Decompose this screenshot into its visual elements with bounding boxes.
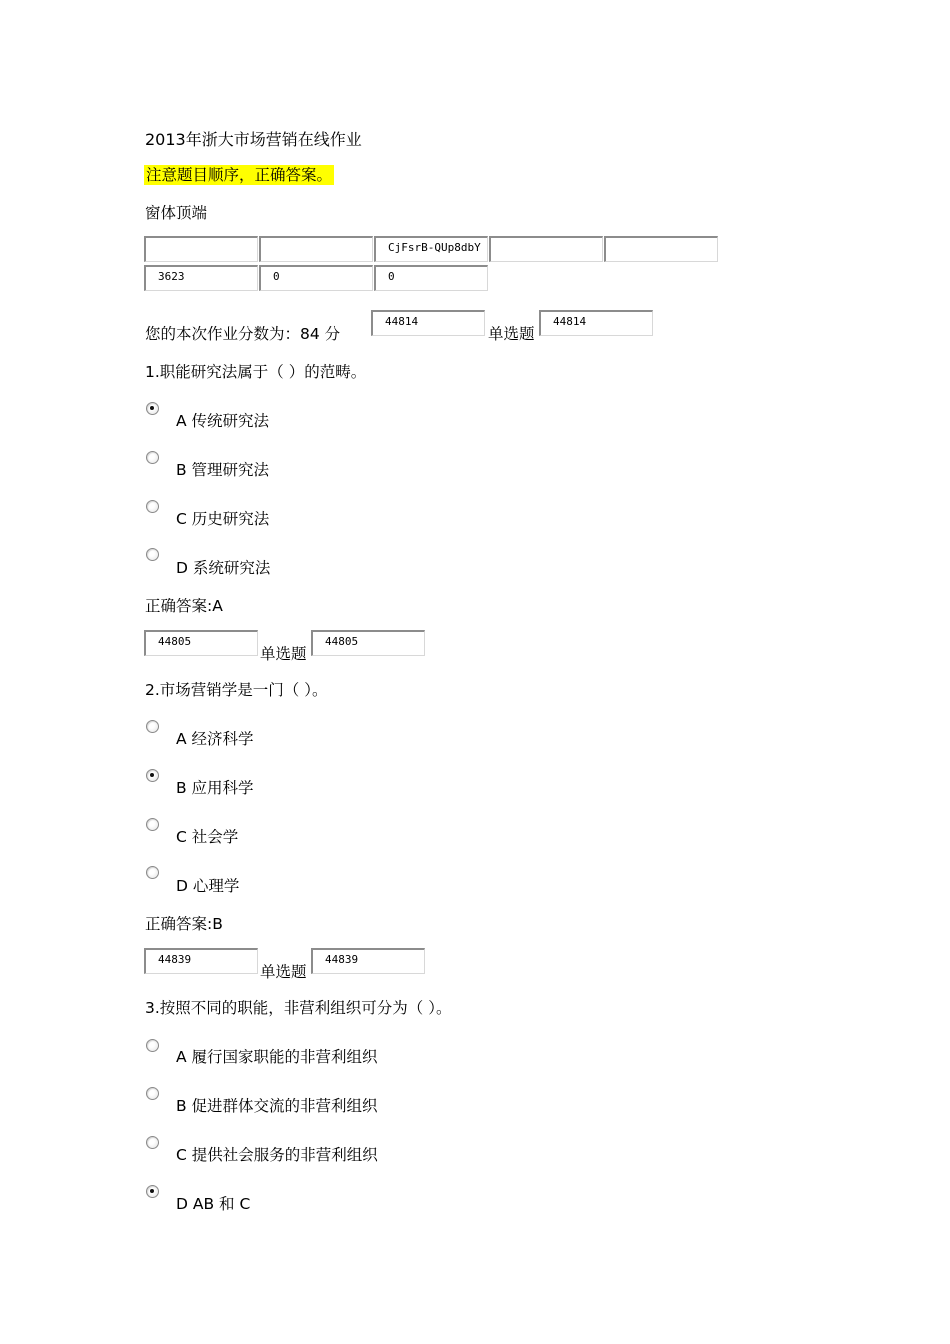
hidden-field[interactable]: CjFsrB-QUp8dbY: [374, 236, 488, 262]
hidden-field[interactable]: [259, 236, 373, 262]
radio-q3-d[interactable]: [146, 1185, 159, 1198]
option-q3-b: B 促进群体交流的非营利组织: [176, 1097, 378, 1115]
radio-q2-b[interactable]: [146, 769, 159, 782]
option-q3-a: A 履行国家职能的非营利组织: [176, 1048, 378, 1066]
option-q1-b: B 管理研究法: [176, 461, 270, 479]
document-title: 2013年浙大市场营销在线作业: [145, 130, 362, 149]
radio-q2-c[interactable]: [146, 818, 159, 831]
score-text: 您的本次作业分数为：84 分: [145, 325, 341, 343]
question-id-field[interactable]: 44805: [144, 630, 258, 656]
radio-q2-a[interactable]: [146, 720, 159, 733]
radio-q1-d[interactable]: [146, 548, 159, 561]
hidden-field[interactable]: 3623: [144, 265, 258, 291]
question-3-text: 3.按照不同的职能，非营利组织可分为（ ）。: [145, 999, 452, 1017]
question-id-field[interactable]: 44805: [311, 630, 425, 656]
option-q1-d: D 系统研究法: [176, 559, 271, 577]
question-type-label: 单选题: [260, 645, 307, 663]
radio-q1-b[interactable]: [146, 451, 159, 464]
radio-q3-c[interactable]: [146, 1136, 159, 1149]
radio-q1-c[interactable]: [146, 500, 159, 513]
notice-highlight: 注意题目顺序，正确答案。: [146, 166, 333, 184]
question-id-field[interactable]: 44814: [539, 310, 653, 336]
question-1-text: 1.职能研究法属于（ ）的范畴。: [145, 363, 367, 381]
hidden-field[interactable]: [144, 236, 258, 262]
hidden-field[interactable]: [604, 236, 718, 262]
question-type-label: 单选题: [488, 325, 535, 343]
question-id-field[interactable]: 44839: [144, 948, 258, 974]
question-type-label: 单选题: [260, 963, 307, 981]
option-q3-c: C 提供社会服务的非营利组织: [176, 1146, 378, 1164]
correct-answer-q2: 正确答案:B: [145, 915, 223, 933]
radio-q1-a[interactable]: [146, 402, 159, 415]
option-q1-a: A 传统研究法: [176, 412, 270, 430]
radio-q3-a[interactable]: [146, 1039, 159, 1052]
option-q2-a: A 经济科学: [176, 730, 254, 748]
hidden-field[interactable]: 0: [374, 265, 488, 291]
form-top-label: 窗体顶端: [145, 204, 208, 222]
question-id-field[interactable]: 44839: [311, 948, 425, 974]
option-q2-c: C 社会学: [176, 828, 239, 846]
hidden-field[interactable]: 0: [259, 265, 373, 291]
option-q3-d: D AB 和 C: [176, 1195, 251, 1213]
option-q2-b: B 应用科学: [176, 779, 254, 797]
radio-q3-b[interactable]: [146, 1087, 159, 1100]
radio-q2-d[interactable]: [146, 866, 159, 879]
hidden-field[interactable]: [489, 236, 603, 262]
question-id-field[interactable]: 44814: [371, 310, 485, 336]
option-q2-d: D 心理学: [176, 877, 240, 895]
question-2-text: 2.市场营销学是一门（ ）。: [145, 681, 328, 699]
correct-answer-q1: 正确答案:A: [145, 597, 223, 615]
option-q1-c: C 历史研究法: [176, 510, 270, 528]
